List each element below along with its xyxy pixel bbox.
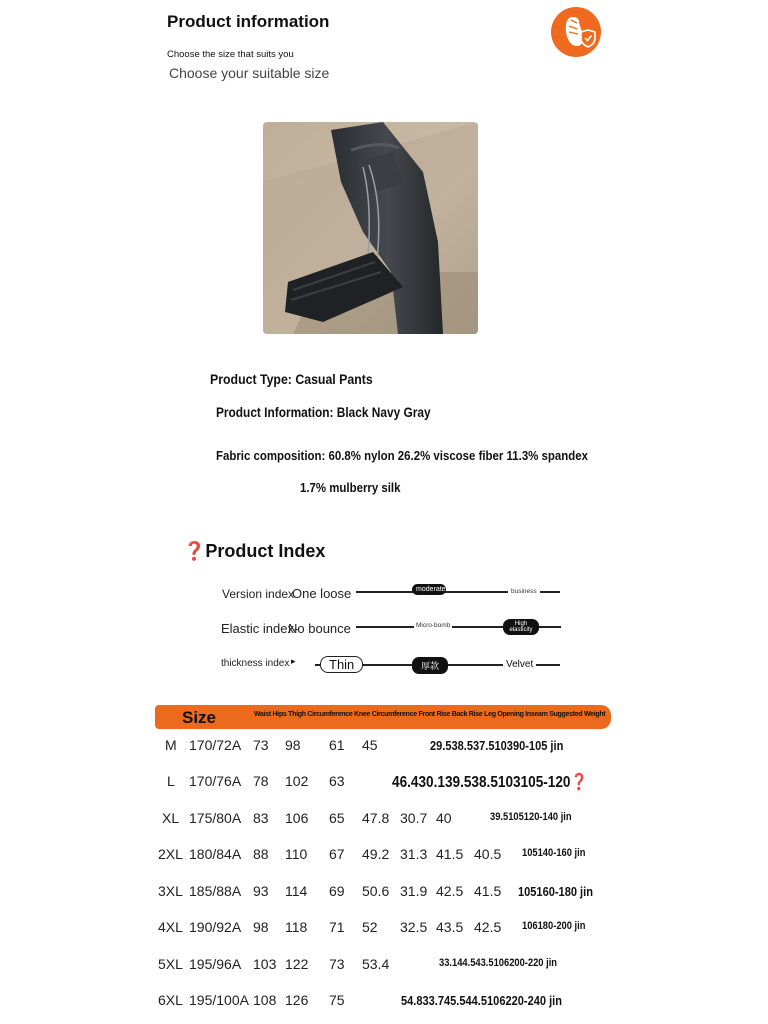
size-table-header [155,705,611,729]
subtitle-large: Choose your suitable size [169,65,330,81]
size-cell-c7: 40.5 [474,846,502,862]
size-cell-spec: 175/80A [189,810,242,826]
size-cell-c2: 102 [285,773,309,789]
version-index-value: One loose [292,586,352,601]
size-cell-size: L [167,773,175,789]
size-cell-c5: 32.5 [400,919,428,935]
size-header-columns: Waist Hips Thigh Circumference Knee Circumference Front Rise Back Rise Leg Opening Inseam Suggested Weight [254,711,606,718]
version-index-label: Version index [222,587,295,601]
size-cell-c7: 42.5 [474,919,502,935]
size-cell-c4: 49.2 [362,846,390,862]
elastic-index-value: No bounce [288,621,351,636]
size-cell-tail: 33.144.543.5106200-220 jin [439,957,558,969]
size-cell-spec: 185/88A [189,883,242,899]
size-cell-c2: 106 [285,810,309,826]
product-type: Product Type: Casual Pants [210,371,373,387]
version-index-right: business [508,588,540,595]
size-cell-c3: 71 [329,919,345,935]
size-header-label: Size [182,708,217,727]
size-cell-tail: 105140-160 jin [522,847,586,859]
arrow-right-icon: ▸ [291,656,296,666]
size-cell-spec: 170/72A [189,737,242,753]
size-cell-tail: 39.5105120-140 jin [490,811,572,823]
fabric-line-1: Fabric composition: 60.8% nylon 26.2% viscose fiber 11.3% spandex [216,448,588,463]
elastic-index-label: Elastic index- [221,621,299,636]
elastic-index-mid: Micro-bomb [416,622,451,629]
size-cell-tail: 46.430.139.538.5103105-120❓ [392,774,588,791]
size-cell-spec: 170/76A [189,773,242,789]
size-cell-c1: 98 [253,919,269,935]
size-cell-c1: 78 [253,773,269,789]
size-cell-c3: 63 [329,773,345,789]
size-cell-c5: 31.3 [400,846,428,862]
size-cell-c4: 50.6 [362,883,390,899]
size-cell-spec: 195/100A [189,992,249,1008]
product-index-title: ❓Product Index [183,541,326,561]
shoe-shield-icon [551,7,601,57]
subtitle-small: Choose the size that suits you [167,49,294,60]
page-title: Product information [167,12,330,31]
size-cell-c4: 45 [362,737,378,753]
fabric-line-2: 1.7% mulberry silk [300,480,401,495]
size-cell-c3: 61 [329,737,345,753]
size-cell-c5: 30.7 [400,810,428,826]
product-info: Product Information: Black Navy Gray [216,405,431,420]
version-index-marker: moderate [412,584,446,595]
size-cell-c1: 93 [253,883,269,899]
size-cell-c6: 40 [436,810,452,826]
size-cell-size: M [165,737,177,753]
elastic-index-marker: High elasticity [503,619,539,635]
size-cell-spec: 195/96A [189,956,242,972]
size-cell-c3: 65 [329,810,345,826]
size-cell-size: 3XL [158,883,183,899]
size-cell-tail: 54.833.745.544.5106220-240 jin [401,993,562,1008]
size-cell-c3: 73 [329,956,345,972]
thickness-index-value: Thin [320,656,363,673]
size-cell-size: 5XL [158,956,183,972]
size-cell-c2: 110 [285,846,308,862]
size-cell-c1: 108 [253,992,277,1008]
size-cell-c4: 53.4 [362,956,390,972]
size-cell-c2: 126 [285,992,309,1008]
thickness-index-right: Velvet [503,659,536,670]
size-cell-c2: 122 [285,956,309,972]
size-cell-spec: 180/84A [189,846,242,862]
size-cell-tail: 29.538.537.510390-105 jin [430,738,564,753]
size-cell-c1: 83 [253,810,269,826]
size-cell-c3: 69 [329,883,345,899]
size-cell-c2: 98 [285,737,301,753]
size-cell-c2: 118 [285,919,308,935]
size-cell-c1: 73 [253,737,269,753]
size-cell-c6: 43.5 [436,919,464,935]
size-cell-c7: 41.5 [474,883,502,899]
size-cell-size: 2XL [158,846,183,862]
size-cell-c3: 75 [329,992,345,1008]
size-cell-c4: 47.8 [362,810,390,826]
size-cell-c6: 41.5 [436,846,464,862]
size-cell-size: XL [162,810,180,826]
size-cell-c3: 67 [329,846,345,862]
size-cell-size: 4XL [158,919,183,935]
size-cell-spec: 190/92A [189,919,242,935]
size-cell-c5: 31.9 [400,883,428,899]
thickness-index-marker: 厚款 [412,657,448,674]
product-photo [263,122,478,334]
size-cell-c4: 52 [362,919,378,935]
size-cell-c2: 114 [285,883,308,899]
size-cell-c6: 42.5 [436,883,464,899]
size-cell-tail: 105160-180 jin [518,884,593,899]
size-cell-size: 6XL [158,992,183,1008]
size-cell-c1: 88 [253,846,269,862]
size-cell-c1: 103 [253,956,277,972]
thickness-index-label: thickness index [221,658,290,669]
size-cell-tail: 106180-200 jin [522,920,586,932]
